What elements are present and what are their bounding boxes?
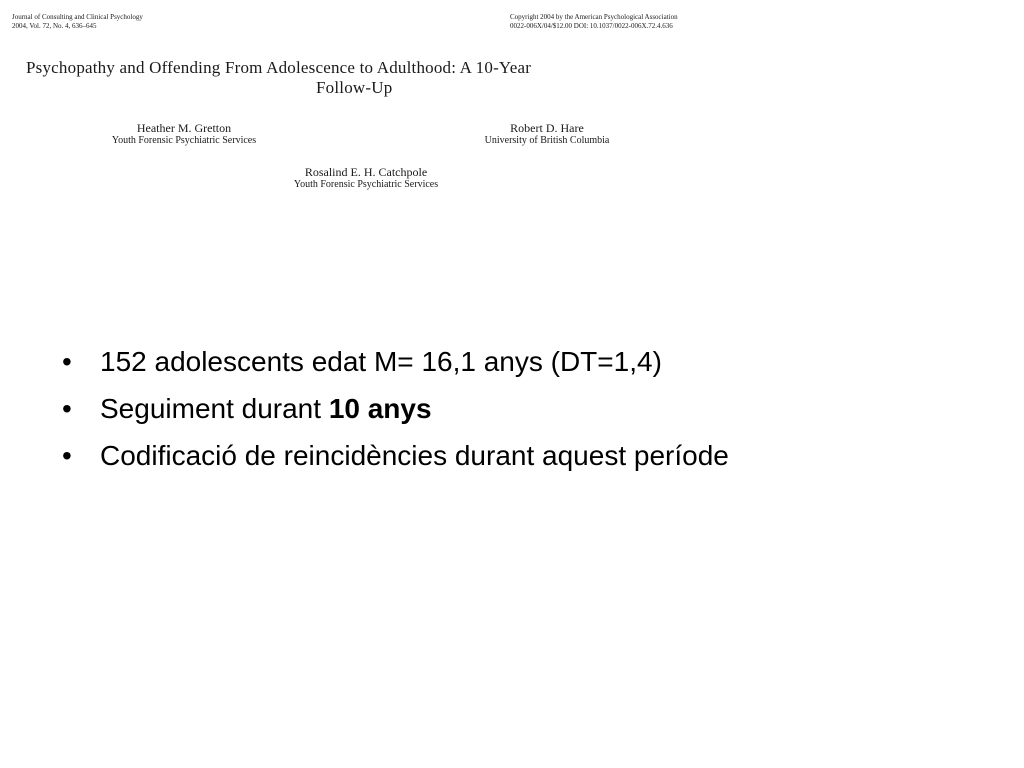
author-block	[462, 121, 632, 147]
copyright-line: Copyright 2004 by the American Psychological Association	[510, 13, 678, 21]
paper-title-line: Psychopathy and Offending From Adolescence to Adulthood: A 10-Year	[26, 58, 532, 77]
author-name: Robert D. Hare	[510, 121, 584, 135]
bullet-marker: •	[62, 393, 72, 424]
author-affiliation: Youth Forensic Psychiatric Services	[111, 135, 257, 146]
journal-citation	[12, 13, 143, 31]
author-block	[86, 121, 282, 147]
journal-name: Journal of Consulting and Clinical Psychology	[12, 13, 143, 21]
author-affiliation: University of British Columbia	[484, 135, 610, 146]
bullet-item	[62, 432, 729, 479]
author-name: Heather M. Gretton	[136, 121, 232, 135]
bullet-emphasis: 10 anys	[328, 393, 432, 424]
bullet-list	[62, 338, 729, 479]
bullet-marker: •	[62, 440, 72, 471]
bullet-text: Codificació de reincidències durant aquest període	[100, 440, 729, 471]
doi-line: 0022-006X/04/$12.00 DOI: 10.1037/0022-006X.72.4.636	[510, 22, 673, 30]
author-name: Rosalind E. H. Catchpole	[304, 165, 428, 179]
copyright-notice	[510, 13, 678, 31]
bullet-item	[62, 338, 729, 385]
paper-header-scan	[0, 0, 740, 200]
bullet-item	[62, 385, 729, 432]
bullet-text: 152 adolescents edat M= 16,1 anys (DT=1,4)	[100, 346, 662, 377]
journal-volume: 2004, Vol. 72, No. 4, 636–645	[12, 22, 97, 30]
bullet-text: Seguiment durant	[100, 393, 329, 424]
author-block	[266, 165, 466, 191]
paper-title-line: Follow-Up	[316, 78, 393, 97]
paper-title	[26, 58, 726, 98]
author-affiliation: Youth Forensic Psychiatric Services	[293, 179, 439, 190]
bullet-marker: •	[62, 346, 72, 377]
